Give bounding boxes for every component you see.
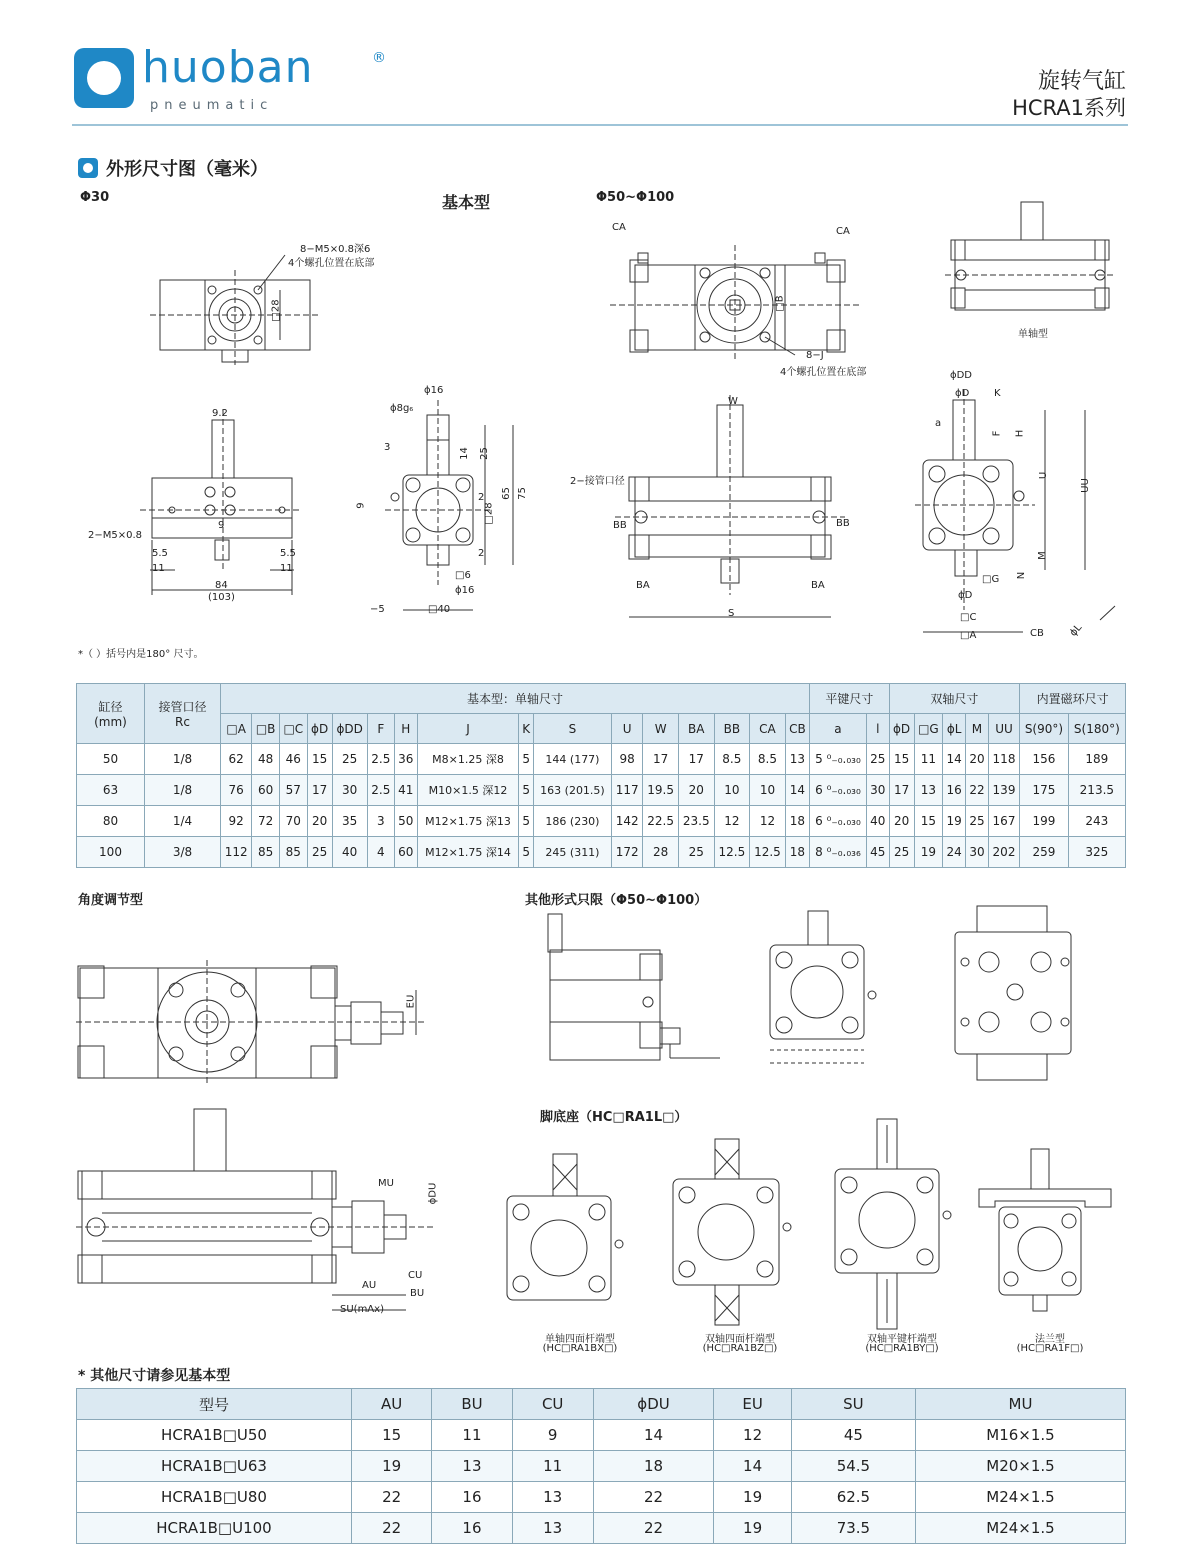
col-header: □G: [914, 714, 943, 744]
table-cell: 8.5: [714, 744, 750, 775]
table-cell: 5: [519, 837, 533, 868]
group-magnet: 内置磁环尺寸: [1020, 684, 1126, 714]
col-header: AU: [352, 1389, 432, 1420]
group-double: 双轴尺寸: [889, 684, 1020, 714]
dim-phi-dd: ϕDD: [950, 370, 972, 381]
dim-g: □G: [982, 574, 1000, 585]
table-cell: HCRA1B□U63: [77, 1451, 352, 1482]
table-cell: 35: [332, 806, 367, 837]
dim-ca-right: CA: [836, 226, 850, 237]
table-cell: 22: [352, 1513, 432, 1544]
table-cell: HCRA1B□U100: [77, 1513, 352, 1544]
j-thread-note: 8−J: [806, 350, 824, 361]
table-cell: 17: [643, 744, 679, 775]
col-header: CA: [750, 714, 786, 744]
table-cell: 25: [307, 837, 332, 868]
table-row: [77, 744, 1126, 775]
variant-bx-name: 单轴四面杆端型: [545, 1334, 615, 1345]
col-header: MU: [916, 1389, 1126, 1420]
table-cell: 22: [966, 775, 989, 806]
table-cell: 6 ⁰₋₀.₀₃₀: [810, 806, 867, 837]
dim-75: 75: [516, 487, 528, 500]
table-cell: M12×1.75 深13: [417, 806, 519, 837]
col-header: □A: [221, 714, 252, 744]
table-cell: 2.5: [367, 775, 394, 806]
dim-c: □C: [960, 612, 977, 623]
table-cell: 117: [612, 775, 643, 806]
table-cell: 112: [221, 837, 252, 868]
table-cell: 73.5: [791, 1513, 915, 1544]
table-cell: 172: [612, 837, 643, 868]
table-cell: 54.5: [791, 1451, 915, 1482]
table-cell: 13: [914, 775, 943, 806]
variant-flange-name: 法兰型: [1035, 1334, 1065, 1345]
variant-flange-drawing: [975, 1145, 1115, 1315]
dim-su: SU(mAx): [340, 1304, 384, 1315]
m5-thread-note: 8−M5×0.8深6: [300, 244, 371, 255]
dim-28-side: □28: [483, 502, 495, 525]
dim-a: a: [935, 418, 942, 429]
table-cell: 259: [1020, 837, 1069, 868]
other-form-front-drawing: [540, 910, 725, 1070]
dim-bb-left: BB: [613, 520, 627, 531]
table-cell: 14: [785, 775, 809, 806]
table-cell: 8 ⁰₋₀.₀₃₆: [810, 837, 867, 868]
dim-phi16-bottom: ϕ16: [455, 585, 475, 596]
table-cell: 14: [943, 744, 966, 775]
table-cell: 1/4: [145, 806, 221, 837]
col-header: a: [810, 714, 867, 744]
table-cell: 213.5: [1068, 775, 1125, 806]
dim-phi-d-top: ϕD: [955, 388, 970, 399]
table-cell: M8×1.25 深8: [417, 744, 519, 775]
table-cell: 163 (201.5): [533, 775, 611, 806]
table-cell: 1/8: [145, 775, 221, 806]
dim-h: H: [1014, 429, 1026, 438]
table-cell: 15: [914, 806, 943, 837]
section-bullet-icon: [78, 158, 98, 178]
table-cell: 144 (177): [533, 744, 611, 775]
table-cell: 202: [988, 837, 1019, 868]
dim-a-square: □A: [960, 630, 977, 641]
table-cell: 4: [367, 837, 394, 868]
col-header: ϕD: [307, 714, 332, 744]
table-cell: 1/8: [145, 744, 221, 775]
dim-m: M: [1036, 551, 1048, 560]
table-cell: 70: [279, 806, 307, 837]
table-cell: 156: [1020, 744, 1069, 775]
table-cell: 16: [943, 775, 966, 806]
dim-uu: UU: [1079, 478, 1091, 493]
table-cell: 14: [714, 1451, 791, 1482]
dim-b: □B: [774, 295, 786, 312]
table-cell: 139: [988, 775, 1019, 806]
dim-u: U: [1038, 471, 1050, 480]
col-header: CU: [512, 1389, 593, 1420]
table-cell: 16: [432, 1482, 512, 1513]
table-cell: 30: [866, 775, 889, 806]
dim-s: S: [728, 608, 735, 619]
other-form-side-drawing: [760, 905, 890, 1075]
dim-14: 14: [458, 447, 470, 460]
col-header: U: [612, 714, 643, 744]
col-header: S(90°): [1020, 714, 1069, 744]
angle-adjust-top-drawing: [76, 960, 436, 1085]
table-cell: 46: [279, 744, 307, 775]
col-header: F: [367, 714, 394, 744]
table-cell: HCRA1B□U80: [77, 1482, 352, 1513]
dim-ba-left: BA: [636, 580, 650, 591]
table-cell: 9: [512, 1420, 593, 1451]
table-row: [77, 775, 1126, 806]
table-cell: 142: [612, 806, 643, 837]
dim-n: N: [1016, 571, 1028, 580]
table-cell: 19: [914, 837, 943, 868]
table-cell: M20×1.5: [916, 1451, 1126, 1482]
dim-bu: BU: [410, 1288, 425, 1299]
table-cell: 15: [307, 744, 332, 775]
table-cell: 15: [352, 1420, 432, 1451]
table-cell: 12.5: [714, 837, 750, 868]
dim-au: AU: [362, 1280, 377, 1291]
col-header: J: [417, 714, 519, 744]
other-forms-label: 其他形式只限（Φ50~Φ100）: [525, 893, 708, 908]
table-cell: 22: [593, 1513, 714, 1544]
table-cell: 8.5: [750, 744, 786, 775]
phi50-side-view-drawing: [915, 370, 1125, 650]
table-cell: 11: [512, 1451, 593, 1482]
table-cell: 2.5: [367, 744, 394, 775]
col-header: BA: [678, 714, 714, 744]
dim-phi-d-bottom: ϕD: [958, 590, 973, 601]
dim-cu: CU: [408, 1270, 423, 1281]
table-cell: M24×1.5: [916, 1513, 1126, 1544]
table-cell: 85: [279, 837, 307, 868]
table-cell: 50: [77, 744, 145, 775]
table-cell: 5: [519, 775, 533, 806]
table-cell: 45: [866, 837, 889, 868]
table-cell: 50: [394, 806, 417, 837]
dim-phi-l: ϕL: [1067, 622, 1085, 639]
table-cell: 30: [966, 837, 989, 868]
col-header: S: [533, 714, 611, 744]
table-cell: HCRA1B□U50: [77, 1420, 352, 1451]
col-header: SU: [791, 1389, 915, 1420]
table-cell: 167: [988, 806, 1019, 837]
variant-bz-name: 双轴四面杆端型: [705, 1334, 775, 1345]
variant-flange-code: (HC□RA1F□): [1016, 1343, 1084, 1354]
table-cell: 98: [612, 744, 643, 775]
page-title: 旋转气缸: [1037, 69, 1126, 94]
col-header: CB: [785, 714, 809, 744]
phi50-top-view-drawing: [610, 225, 870, 365]
other-dims-note: * 其他尺寸请参见基本型: [78, 1368, 231, 1384]
table-cell: M12×1.75 深14: [417, 837, 519, 868]
table-cell: 25: [866, 744, 889, 775]
dim-ca-left: CA: [612, 222, 626, 233]
dim-2-top: 2: [478, 492, 485, 503]
table-cell: 20: [966, 744, 989, 775]
table-cell: 41: [394, 775, 417, 806]
variant-by-drawing: [825, 1115, 965, 1335]
dim-k: K: [994, 388, 1001, 399]
dim-eu: EU: [405, 994, 417, 1009]
table-cell: 62.5: [791, 1482, 915, 1513]
dim-6: □6: [455, 570, 471, 581]
page-header: [72, 40, 1128, 126]
table-cell: 18: [593, 1451, 714, 1482]
col-header: ϕDD: [332, 714, 367, 744]
col-header: M: [966, 714, 989, 744]
table-cell: 13: [512, 1482, 593, 1513]
dim-5-5-left: 5.5: [152, 548, 168, 559]
table-cell: 175: [1020, 775, 1069, 806]
table-cell: 11: [432, 1420, 512, 1451]
dim-28: □28: [270, 299, 282, 322]
table-cell: 17: [678, 744, 714, 775]
table-row: [77, 1513, 1126, 1544]
table-cell: 20: [678, 775, 714, 806]
table-cell: 12: [750, 806, 786, 837]
table-cell: 13: [432, 1451, 512, 1482]
table-cell: 17: [307, 775, 332, 806]
table-cell: 3: [367, 806, 394, 837]
table-cell: 15: [889, 744, 914, 775]
table-cell: M16×1.5: [916, 1420, 1126, 1451]
table-cell: 92: [221, 806, 252, 837]
table-cell: 189: [1068, 744, 1125, 775]
other-form-double-drawing: [945, 900, 1085, 1085]
note-180-degree: *（ ）括号内是180° 尺寸。: [78, 649, 204, 660]
dim-bb-right: BB: [836, 518, 850, 529]
dim-cb: CB: [1030, 628, 1044, 639]
col-header: BU: [432, 1389, 512, 1420]
col-header: EU: [714, 1389, 791, 1420]
single-shaft-label: 单轴型: [1018, 329, 1048, 340]
table-cell: 30: [332, 775, 367, 806]
table-cell: 10: [750, 775, 786, 806]
angle-adjust-front-drawing: [76, 1105, 446, 1325]
dim-w: W: [728, 396, 738, 407]
table-cell: 16: [432, 1513, 512, 1544]
phi50-100-label: Φ50~Φ100: [596, 190, 675, 205]
table-cell: 28: [643, 837, 679, 868]
table-cell: 48: [252, 744, 280, 775]
brand-name: huoban: [142, 42, 314, 93]
table-cell: 245 (311): [533, 837, 611, 868]
table-cell: 19: [714, 1513, 791, 1544]
dim-84: 84: [215, 580, 228, 591]
table-cell: 10: [714, 775, 750, 806]
col-header: ϕL: [943, 714, 966, 744]
variant-bz-drawing: [665, 1135, 805, 1330]
col-header: 型号: [77, 1389, 352, 1420]
variant-bx-code: (HC□RA1BX□): [542, 1343, 618, 1354]
dim-f: F: [991, 430, 1003, 437]
table-cell: 25: [966, 806, 989, 837]
col-header: □B: [252, 714, 280, 744]
table-cell: 19.5: [643, 775, 679, 806]
section-title-text: 外形尺寸图（毫米）: [106, 159, 268, 180]
dim-9: 9: [218, 520, 225, 531]
dim-3: 3: [384, 442, 391, 453]
dim-40: □40: [428, 604, 451, 615]
table-cell: 13: [785, 744, 809, 775]
port-size-note: 2−接管口径: [570, 476, 625, 487]
col-header: BB: [714, 714, 750, 744]
table-row: [77, 1482, 1126, 1513]
angle-adjust-label: 角度调节型: [78, 893, 144, 908]
table-cell: 25: [678, 837, 714, 868]
basic-dimensions-table: [76, 683, 1126, 868]
table-cell: 12: [714, 806, 750, 837]
table-cell: 40: [332, 837, 367, 868]
table-cell: M10×1.5 深12: [417, 775, 519, 806]
section-title: [78, 155, 268, 181]
table-cell: 57: [279, 775, 307, 806]
table-cell: 14: [593, 1420, 714, 1451]
table-row: [77, 806, 1126, 837]
table-cell: 76: [221, 775, 252, 806]
col-bore: 缸径 (mm): [77, 684, 145, 744]
basic-type-label: 基本型: [442, 193, 491, 212]
col-header: W: [643, 714, 679, 744]
col-header: ϕD: [889, 714, 914, 744]
group-key: 平键尺寸: [810, 684, 890, 714]
variant-by-name: 双轴平键杆端型: [867, 1334, 937, 1345]
table-cell: 186 (230): [533, 806, 611, 837]
col-header: ϕDU: [593, 1389, 714, 1420]
table-cell: 63: [77, 775, 145, 806]
table-cell: 19: [943, 806, 966, 837]
col-header: □C: [279, 714, 307, 744]
dim-mu: MU: [378, 1178, 394, 1189]
table-cell: 25: [332, 744, 367, 775]
j-bottom-note: 4个螺孔位置在底部: [780, 367, 867, 378]
dim-phi-du: ϕDU: [427, 1182, 439, 1205]
table-cell: 325: [1068, 837, 1125, 868]
registered-mark: ®: [372, 50, 386, 66]
table-cell: 12: [714, 1420, 791, 1451]
table-cell: 118: [988, 744, 1019, 775]
table-cell: 11: [914, 744, 943, 775]
col-port: 接管口径 Rc: [145, 684, 221, 744]
table-cell: 19: [714, 1482, 791, 1513]
col-header: K: [519, 714, 533, 744]
table-cell: 17: [889, 775, 914, 806]
table-cell: 25: [889, 837, 914, 868]
table-cell: 18: [785, 837, 809, 868]
dim-5-5-right: 5.5: [280, 548, 296, 559]
table-cell: 19: [352, 1451, 432, 1482]
table-cell: 18: [785, 806, 809, 837]
table-row: [77, 1451, 1126, 1482]
table-cell: 20: [889, 806, 914, 837]
table-row: [77, 1420, 1126, 1451]
table-cell: 60: [252, 775, 280, 806]
group-basic: 基本型：单轴尺寸: [221, 684, 810, 714]
variant-by-code: (HC□RA1BY□): [865, 1343, 939, 1354]
brand-subtitle: pneumatic: [150, 98, 274, 113]
dim-phi8g6: ϕ8g₆: [390, 403, 414, 414]
table-cell: 3/8: [145, 837, 221, 868]
dim-phi16: ϕ16: [424, 385, 444, 396]
dim-103: (103): [208, 592, 235, 603]
table-cell: 23.5: [678, 806, 714, 837]
table-cell: 45: [791, 1420, 915, 1451]
dim-65: 65: [500, 487, 512, 500]
table-cell: 80: [77, 806, 145, 837]
table-cell: 22.5: [643, 806, 679, 837]
table-cell: 199: [1020, 806, 1069, 837]
table-cell: M24×1.5: [916, 1482, 1126, 1513]
table-cell: 62: [221, 744, 252, 775]
table-cell: 22: [593, 1482, 714, 1513]
dim-9-2: 9.2: [212, 408, 228, 419]
table-cell: 100: [77, 837, 145, 868]
table-cell: 40: [866, 806, 889, 837]
phi30-side-view-drawing: [365, 385, 540, 620]
table-cell: 36: [394, 744, 417, 775]
table-cell: 60: [394, 837, 417, 868]
table-cell: 85: [252, 837, 280, 868]
dim-minus-5: −5: [370, 604, 385, 615]
huoban-logo-icon: [74, 48, 134, 108]
table-cell: 13: [512, 1513, 593, 1544]
m5-side-thread: 2−M5×0.8: [88, 530, 143, 541]
table-cell: 5: [519, 744, 533, 775]
angle-adjust-table: [76, 1388, 1126, 1544]
col-header: S(180°): [1068, 714, 1125, 744]
foot-mount-label: 脚底座（HC□RA1L□）: [540, 1110, 688, 1125]
phi30-label: Φ30: [80, 190, 110, 205]
dim-11-left: 11: [152, 563, 165, 574]
table-cell: 5: [519, 806, 533, 837]
dim-11-right: 11: [280, 563, 293, 574]
single-shaft-drawing: [945, 200, 1115, 320]
table-cell: 72: [252, 806, 280, 837]
series-title: HCRA1系列: [1012, 96, 1126, 120]
variant-bx-drawing: [495, 1150, 635, 1325]
table-cell: 5 ⁰₋₀.₀₃₀: [810, 744, 867, 775]
dim-25: 25: [478, 447, 490, 460]
table-cell: 22: [352, 1482, 432, 1513]
table-cell: 20: [307, 806, 332, 837]
table-row: [77, 837, 1126, 868]
m5-bottom-note: 4个螺孔位置在底部: [288, 258, 375, 269]
phi30-front-view-drawing: [80, 400, 310, 610]
table-cell: 6 ⁰₋₀.₀₃₀: [810, 775, 867, 806]
table-cell: 24: [943, 837, 966, 868]
dim-ba-right: BA: [811, 580, 825, 591]
dim-9-vertical: 9: [355, 502, 367, 509]
col-header: UU: [988, 714, 1019, 744]
table-cell: 243: [1068, 806, 1125, 837]
col-header: H: [394, 714, 417, 744]
dim-2-bottom: 2: [478, 548, 485, 559]
col-header: l: [866, 714, 889, 744]
table-cell: 12.5: [750, 837, 786, 868]
variant-bz-code: (HC□RA1BZ□): [702, 1343, 778, 1354]
